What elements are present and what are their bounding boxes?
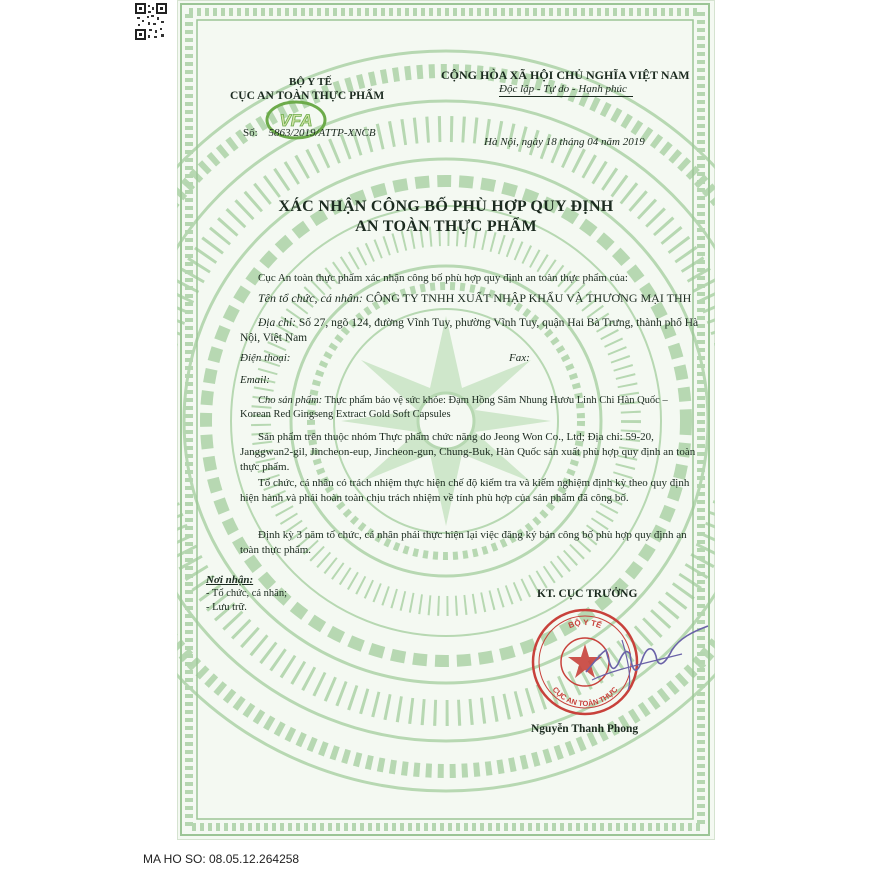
product-line bbox=[240, 394, 700, 422]
department-name: CỤC AN TOÀN THỰC PHẨM bbox=[230, 90, 385, 102]
recipient-item: - Lưu trữ. bbox=[206, 602, 247, 613]
phone-label: Điện thoại: bbox=[240, 352, 291, 364]
handwritten-signature bbox=[582, 620, 712, 700]
recipients-heading: Nơi nhận: bbox=[206, 574, 254, 586]
place-and-date: Hà Nội, ngày 18 tháng 04 năm 2019 bbox=[484, 136, 645, 148]
product-label: Cho sản phẩm: bbox=[258, 395, 323, 406]
qr-code-icon bbox=[135, 3, 167, 41]
signatory-title: KT. CỤC TRƯỞNG bbox=[537, 588, 638, 600]
renewal-paragraph: Định kỳ 3 năm tổ chức, cá nhân phải thực hiện lại việc đăng ký bản công bố phù hợp quy định an toàn thực phẩm. bbox=[240, 529, 687, 556]
organization-value: CÔNG TY TNHH XUẤT NHẬP KHẨU VÀ THƯƠNG MẠI THH bbox=[365, 291, 692, 305]
intro-text: Cục An toàn thực phẩm xác nhận công bố phù hợp quy định an toàn thực phẩm của: bbox=[258, 272, 628, 284]
certificate-page bbox=[177, 0, 715, 840]
national-motto: Độc lập - Tự do - Hạnh phúc bbox=[499, 83, 633, 97]
signatory-name: Nguyễn Thanh Phong bbox=[531, 723, 639, 735]
address-line bbox=[240, 316, 700, 346]
dossier-number: MA HO SO: 08.05.12.264258 bbox=[143, 852, 300, 866]
address-value: Số 27, ngõ 124, đường Vĩnh Tuy, phường Vĩnh Tuy, quận Hai Bà Trưng, thành phố Hà Nội, Việt Nam bbox=[240, 317, 699, 344]
document-title-line2: AN TOÀN THỰC PHẨM bbox=[355, 218, 537, 235]
fax-label: Fax: bbox=[509, 352, 530, 364]
svg-text:BỘ Y TẾ: BỘ Y TẾ bbox=[567, 617, 603, 631]
organization-line bbox=[240, 291, 700, 306]
manufacturer-paragraph: Sản phẩm trên thuộc nhóm Thực phẩm chức năng do Jeong Won Co., Ltd; Địa chỉ: 59-20, Janggwan2-gil, Jincheon-eup, Jincheon-gun, Chung-Buk, Hàn Quốc sản xuất phù hợp quy định an toàn thực phẩm. bbox=[240, 431, 696, 473]
product-value: Thực phẩm bảo vệ sức khỏe: Đạm Hồng Sâm Nhung Hươu Linh Chi Hàn Quốc – Korean Red Gingseng Extract Gold Soft Capsules bbox=[240, 395, 668, 420]
document-number-value: 5863/2019/ATTP-XNCB bbox=[268, 127, 376, 139]
responsibility-paragraph: Tổ chức, cá nhân có trách nhiệm thực hiện chế độ kiểm tra và kiểm nghiệm định kỳ theo quy định hiện hành và phải hoàn toàn chịu trách nhiệm về tính phù hợp của sản phẩm đã công bố. bbox=[240, 477, 690, 504]
svg-text:VFA: VFA bbox=[279, 111, 313, 130]
recipient-item: - Tổ chức, cá nhân; bbox=[206, 588, 288, 599]
address-label: Địa chỉ: bbox=[258, 317, 297, 329]
ministry-name: BỘ Y TẾ bbox=[289, 76, 332, 88]
organization-label: Tên tổ chức, cá nhân: bbox=[258, 291, 363, 305]
document-number bbox=[243, 127, 376, 139]
email-label: Email: bbox=[240, 374, 270, 386]
country-name: CỘNG HÒA XÃ HỘI CHỦ NGHĨA VIỆT NAM bbox=[441, 68, 690, 82]
document-number-label: Số: bbox=[243, 127, 258, 139]
svg-text:CỤC AN TOÀN THỰC: CỤC AN TOÀN THỰC bbox=[550, 685, 620, 709]
document-title-line1: XÁC NHẬN CÔNG BỐ PHÙ HỢP QUY ĐỊNH bbox=[278, 198, 614, 215]
